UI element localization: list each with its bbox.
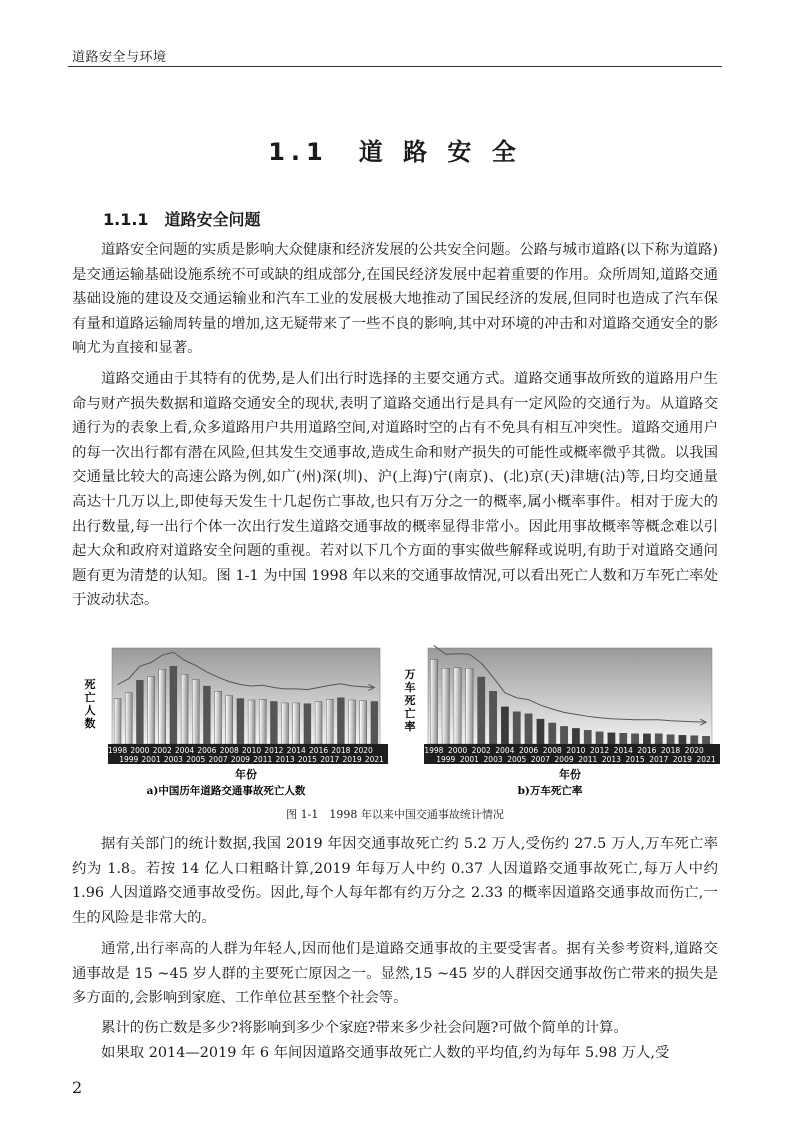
tick-label-1999: 1999	[436, 755, 456, 764]
tick-label-1998: 1998	[108, 746, 128, 755]
tick-label-2001: 2001	[141, 755, 161, 764]
bar-2003	[170, 666, 177, 744]
tick-label-1998: 1998	[424, 746, 444, 755]
bar-2009	[237, 699, 244, 744]
y-axis-label-char: 车	[404, 681, 416, 694]
bar-2001	[148, 677, 155, 744]
tick-label-2014: 2014	[613, 746, 633, 755]
bar-2008	[549, 723, 556, 744]
bar-1998	[430, 659, 437, 744]
bar-2015	[304, 704, 311, 744]
tick-label-2009: 2009	[554, 755, 574, 764]
tick-label-2007: 2007	[208, 755, 228, 764]
bar-2002	[159, 669, 166, 744]
tick-label-2020: 2020	[684, 746, 704, 755]
y-axis-label-char: 死	[84, 678, 96, 691]
chart-b-svg	[402, 644, 722, 800]
bar-2000	[136, 680, 143, 744]
bar-2014	[293, 703, 300, 744]
bar-2009	[560, 726, 567, 744]
tick-label-2006: 2006	[519, 746, 539, 755]
bar-2017	[655, 734, 662, 744]
page-number: 2	[72, 1078, 83, 1097]
bar-2016	[315, 701, 322, 744]
chart-a-svg	[82, 644, 392, 800]
bar-2012	[270, 701, 277, 744]
y-axis-label-char: 人	[84, 704, 96, 717]
bar-2000	[454, 668, 461, 744]
bar-2010	[248, 700, 255, 744]
bar-2003	[489, 691, 496, 744]
tick-label-2005: 2005	[507, 755, 527, 764]
bar-2017	[326, 699, 333, 744]
chart-title: b)万车死亡率	[517, 785, 583, 797]
tick-label-2015: 2015	[297, 755, 317, 764]
tick-label-2008: 2008	[542, 746, 562, 755]
tick-label-2000: 2000	[448, 746, 468, 755]
tick-label-2002: 2002	[471, 746, 491, 755]
bar-2013	[282, 703, 289, 744]
bar-2005	[192, 679, 199, 744]
tick-label-2011: 2011	[253, 755, 273, 764]
tick-label-2020: 2020	[353, 746, 373, 755]
header-rule	[68, 66, 722, 67]
tick-label-2019: 2019	[342, 755, 362, 764]
paragraph-6: 如果取 2014—2019 年 6 年间因道路交通事故死亡人数的平均值,约为每年 5.98 万人,受	[101, 1045, 670, 1061]
tick-label-2012: 2012	[264, 746, 284, 755]
paragraph-3: 据有关部门的统计数据,我国 2019 年因交通事故死亡约 5.2 万人,受伤约 27.5 万人,万车死亡率约为 1.8。若按 14 亿人口粗略计算,2019 年每万人中约 0.37 人因道路交通事故死亡,每万人中约 1.96 人因道路交通事故受伤。因此,每个人每年都有约万分之 2.33 的概率因道路交通事故而伤亡,一生的风险是非常大的。	[72, 836, 718, 926]
tick-label-2010: 2010	[242, 746, 262, 755]
bar-2008	[226, 696, 233, 744]
tick-label-2008: 2008	[219, 746, 239, 755]
bar-2004	[181, 674, 188, 744]
bar-2018	[667, 735, 674, 744]
tick-label-2010: 2010	[566, 746, 586, 755]
bar-2004	[501, 707, 508, 744]
bar-2019	[679, 735, 686, 744]
tick-label-2000: 2000	[130, 746, 150, 755]
tick-label-2004: 2004	[175, 746, 195, 755]
tick-label-2016: 2016	[637, 746, 657, 755]
chart-b	[402, 644, 722, 800]
bar-2007	[215, 691, 222, 744]
bar-2021	[371, 701, 378, 744]
bar-2020	[360, 701, 367, 744]
y-axis-label-char: 率	[404, 720, 416, 733]
bar-1998	[114, 699, 121, 744]
tick-label-2013: 2013	[601, 755, 621, 764]
y-axis-label-char: 亡	[404, 707, 416, 720]
bar-2001	[466, 668, 473, 744]
y-axis-label-char: 亡	[84, 691, 96, 704]
tick-label-2006: 2006	[197, 746, 217, 755]
tick-label-2021: 2021	[364, 755, 384, 764]
bar-2010	[572, 728, 579, 744]
section-title: 1.1 道 路 安 全	[268, 138, 522, 166]
tick-label-2001: 2001	[459, 755, 479, 764]
bar-2012	[596, 732, 603, 744]
bar-2007	[537, 719, 544, 744]
bar-2019	[349, 700, 356, 744]
chart-a	[82, 644, 392, 800]
y-axis-label-char: 万	[404, 668, 416, 681]
bar-2011	[584, 730, 591, 744]
tick-label-2005: 2005	[186, 755, 206, 764]
tick-label-2019: 2019	[672, 755, 692, 764]
bar-2006	[203, 686, 210, 744]
tick-label-2021: 2021	[696, 755, 716, 764]
y-axis-label-char: 数	[84, 717, 96, 730]
bar-2013	[608, 733, 615, 744]
tick-label-2007: 2007	[530, 755, 550, 764]
bar-1999	[442, 668, 449, 744]
tick-label-2002: 2002	[152, 746, 172, 755]
tick-label-2017: 2017	[649, 755, 669, 764]
paragraph-4: 通常,出行率高的人群为年轻人,因而他们是道路交通事故的主要受害者。据有关参考资料,道路交通事故是 15 ~45 岁人群的主要死亡原因之一。显然,15 ~45 岁的人群因交通事故伤亡带来的损失是多方面的,会影响到家庭、工作单位甚至整个社会等。	[72, 941, 718, 1007]
bar-1999	[125, 693, 132, 744]
bar-2021	[702, 736, 709, 744]
bar-2016	[643, 734, 650, 744]
bar-2005	[513, 712, 520, 744]
bar-2020	[691, 736, 698, 744]
tick-label-2009: 2009	[230, 755, 250, 764]
tick-label-2012: 2012	[590, 746, 610, 755]
tick-label-2018: 2018	[661, 746, 681, 755]
tick-label-1999: 1999	[119, 755, 139, 764]
bar-2015	[631, 734, 638, 744]
tick-label-2013: 2013	[275, 755, 295, 764]
tick-label-2014: 2014	[286, 746, 306, 755]
tick-label-2004: 2004	[495, 746, 515, 755]
tick-label-2003: 2003	[163, 755, 183, 764]
paragraph-1: 道路安全问题的实质是影响大众健康和经济发展的公共安全问题。公路与城市道路(以下称为道路)是交通运输基础设施系统不可或缺的组成部分,在国民经济发展中起着重要的作用。众所周知,道路交通基础设施的建设及交通运输业和汽车工业的发展极大地推动了国民经济的发展,但同时也造成了汽车保有量和道路运输周转量的增加,这无疑带来了一些不良的影响,其中对环境的冲击和对道路交通安全的影响尤为直接和显著。	[72, 242, 718, 357]
x-axis-label: 年份	[235, 768, 257, 781]
paragraph-5: 累计的伤亡数是多少?将影响到多少个家庭?带来多少社会问题?可做个简单的计算。	[101, 1020, 628, 1036]
bar-2011	[259, 699, 266, 744]
tick-label-2016: 2016	[309, 746, 329, 755]
figure-caption: 图 1-1 1998 年以来中国交通事故统计情况	[286, 808, 504, 821]
chart-title: a)中国历年道路交通事故死亡人数	[146, 785, 306, 797]
tick-label-2011: 2011	[578, 755, 598, 764]
bar-2014	[620, 733, 627, 744]
tick-label-2017: 2017	[320, 755, 340, 764]
subsection-title: 1.1.1 道路安全问题	[103, 210, 261, 229]
bar-2006	[525, 714, 532, 744]
bar-2002	[478, 677, 485, 744]
tick-label-2018: 2018	[331, 746, 351, 755]
y-axis-label-char: 死	[404, 694, 416, 707]
bar-2018	[337, 698, 344, 744]
running-head: 道路安全与环境	[72, 50, 167, 65]
x-axis-label: 年份	[559, 768, 581, 781]
paragraph-2: 道路交通由于其特有的优势,是人们出行时选择的主要交通方式。道路交通事故所致的道路用户生命与财产损失数据和道路交通安全的现状,表明了道路交通出行是具有一定风险的交通行为。从道路交通行为的表象上看,众多道路用户共用道路空间,对道路时空的占有不免具有相互冲突性。道路交通用户的每一次出行都有潜在风险,但其发生交通事故,造成生命和财产损失的可能性或概率微乎其微。以我国交通量比较大的高速公路为例,如广(州)深(圳)、沪(上海)宁(南京)、(北)京(天)津塘(沽)等,日均交通量高达十几万以上,即使每天发生十几起伤亡事故,也只有万分之一的概率,属小概率事件。相对于庞大的出行数量,每一出行个体一次出行发生道路交通事故的概率显得非常小。因此用事故概率等概念难以引起大众和政府对道路安全问题的重视。若对以下几个方面的事实做些解释或说明,有助于对道路交通问题有更为清楚的认知。图 1-1 为中国 1998 年以来的交通事故情况,可以看出死亡人数和万车死亡率处于波动状态。	[72, 371, 718, 609]
tick-label-2015: 2015	[625, 755, 645, 764]
tick-label-2003: 2003	[483, 755, 503, 764]
